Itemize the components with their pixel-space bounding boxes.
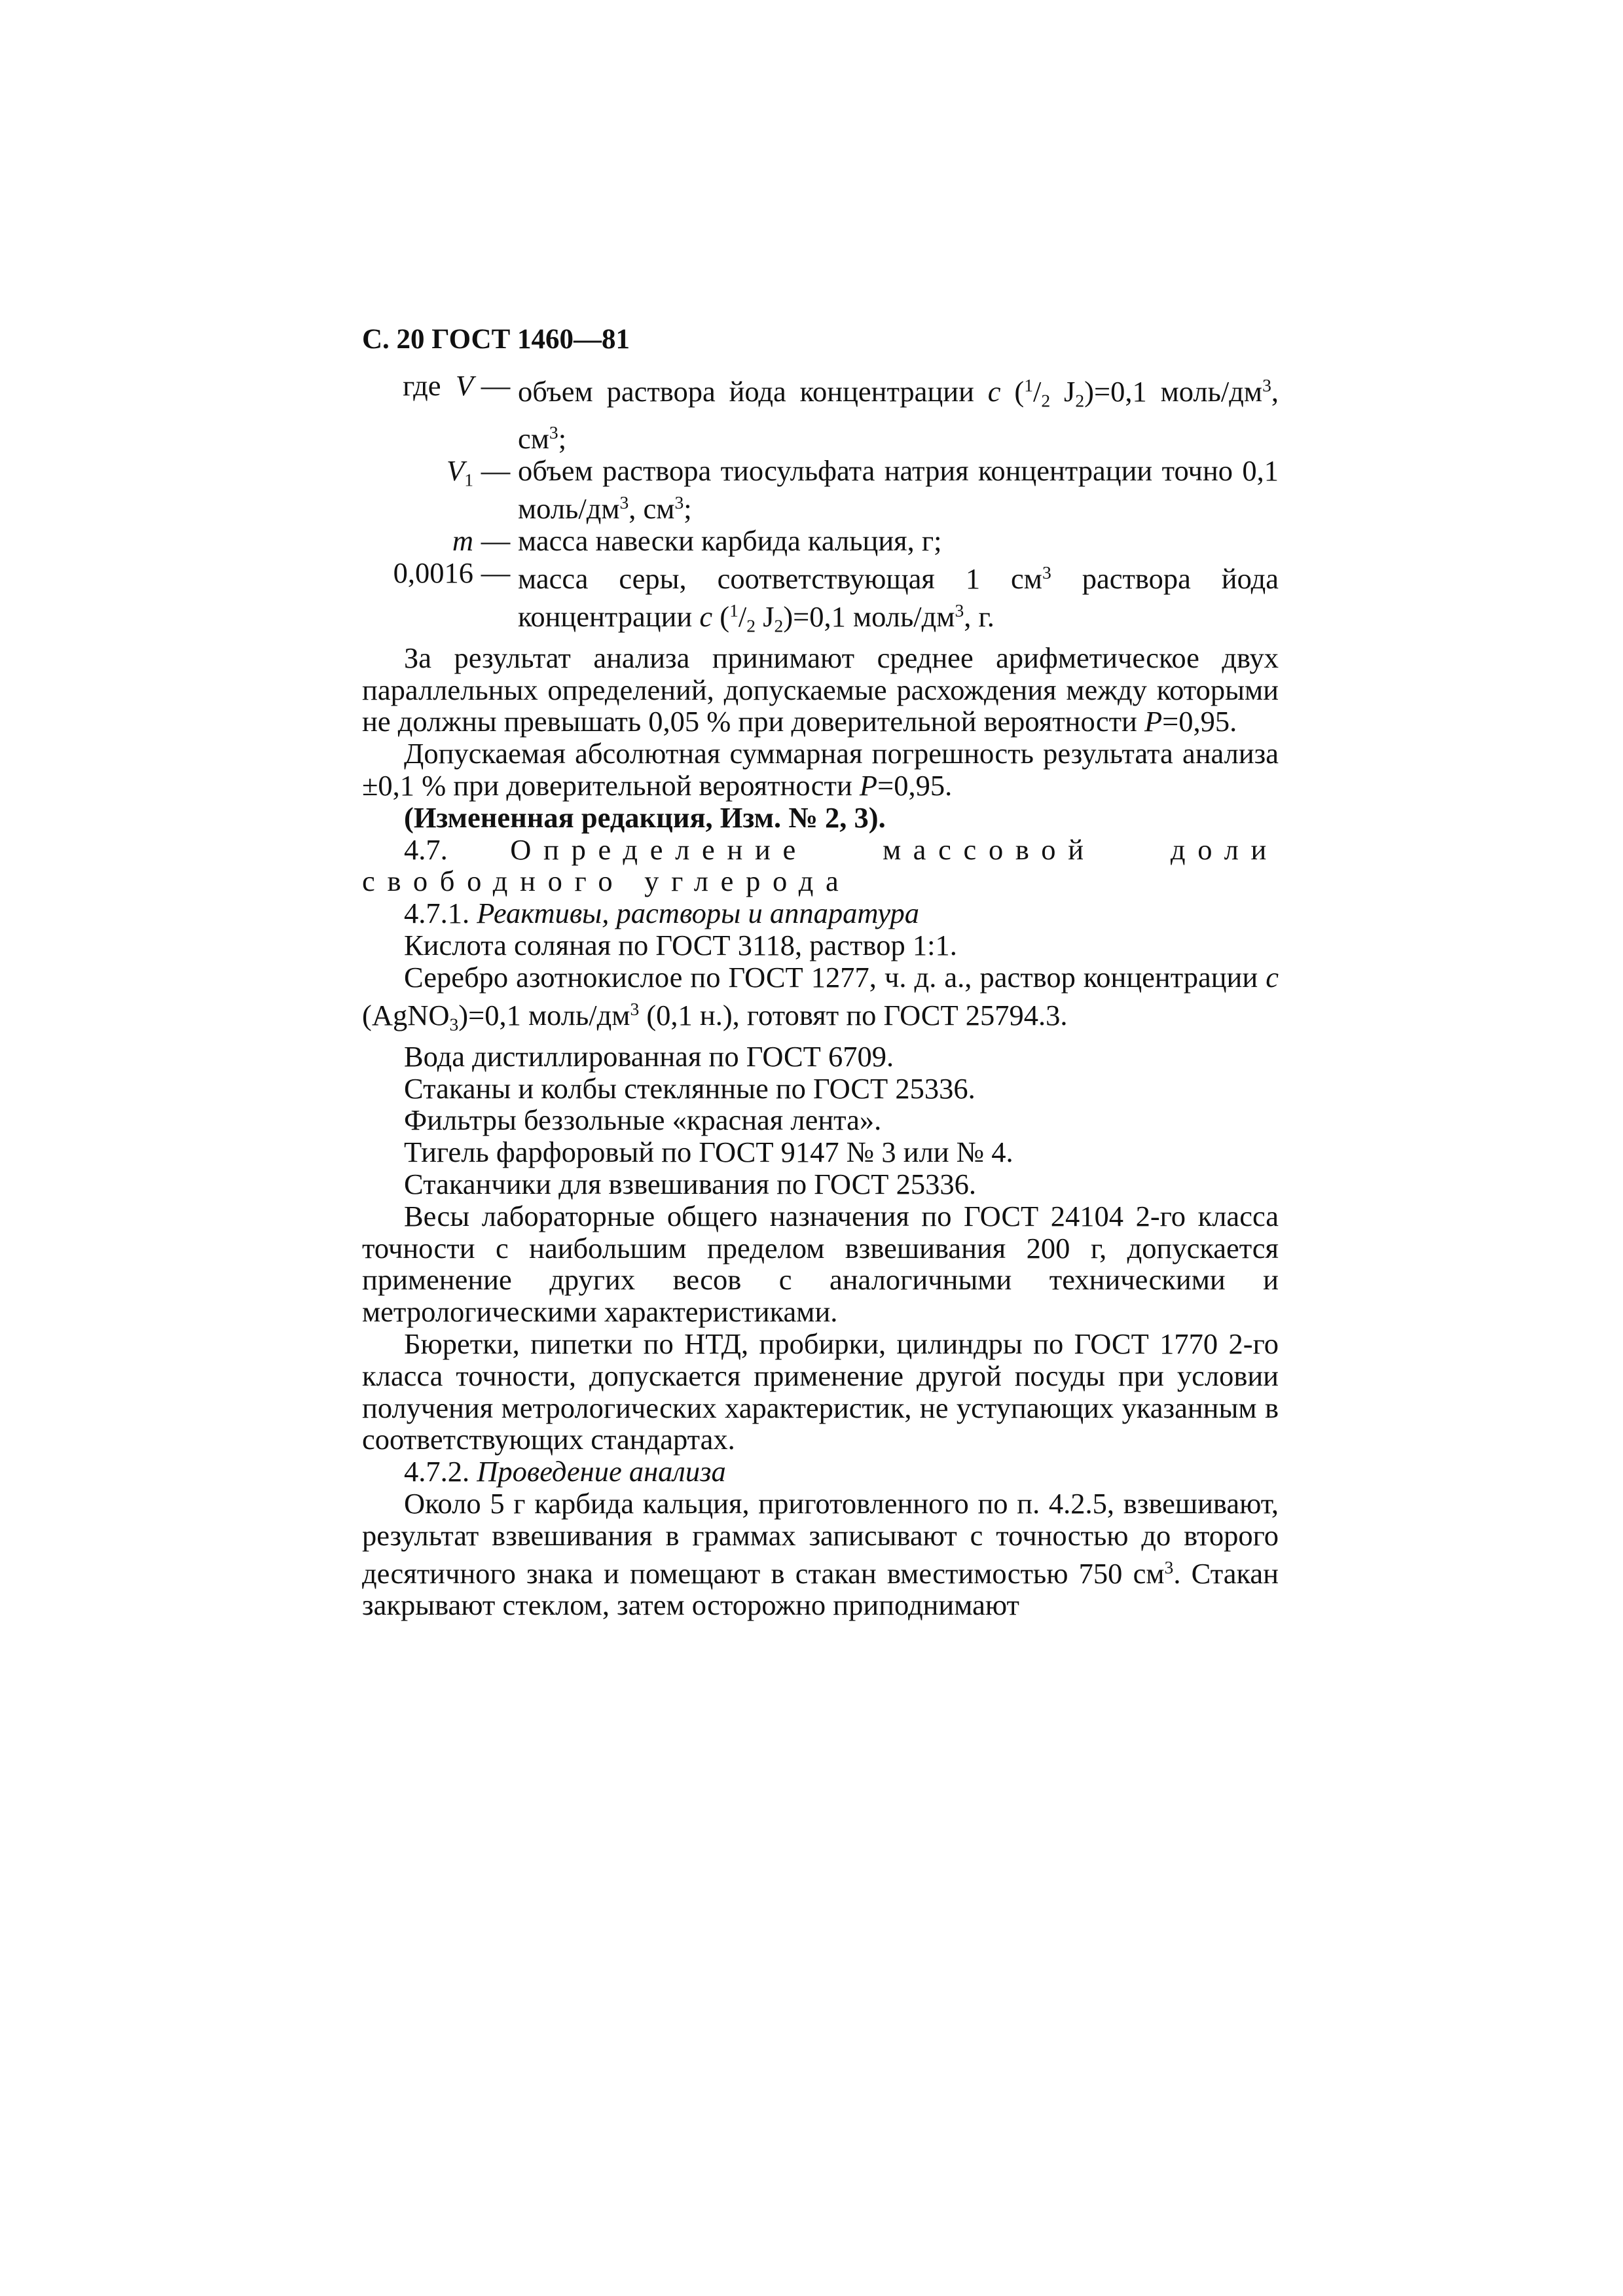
definition-item: [362, 525, 1279, 557]
definition-symbol: m: [452, 524, 473, 557]
definition-text: объем раствора тиосульфата натрия концентрации точно 0,1 моль/$дм^3$, $см^3$;: [518, 454, 1279, 525]
definition-text: масса навески карбида кальция, г;: [518, 524, 942, 557]
definition-item: [362, 557, 1279, 642]
definitions-list: [362, 370, 1279, 642]
amendment-note: (Измененная редакция, Изм. № 2, 3).: [404, 800, 886, 834]
definition-symbol: [362, 370, 473, 455]
procedure-paragraph: Около 5 г карбида кальция, приготовленного по п. 4.2.5, взвешивают, результат взвешивания в граммах записывают с точностью до второго десятичного знака и помещают в стакан вместимостью 750 $см^3$. Стакан закрывают стеклом, затем осторожно приподнимают: [362, 1486, 1279, 1622]
symbol-V: V: [455, 368, 473, 402]
section-4-7-2-heading: 4.7.2. Проведение анализа: [404, 1455, 726, 1488]
paragraph-result: За результат анализа принимают среднее арифметическое двух параллельных определений, допускаемые расхождения между которыми не должны превышать 0,05 % при доверительной вероятности Р=0,95.: [362, 641, 1279, 738]
document-page: [362, 324, 1279, 1621]
dash: —: [481, 556, 511, 589]
definition-item: [362, 455, 1279, 525]
definition-lead: где: [403, 368, 441, 402]
reagent-item: Бюретки, пипетки по НТД, пробирки, цилиндры по ГОСТ 1770 2-го класса точности, допускается применение другой посуды при условии получения метрологических характеристик, не уступающих указанным в соответствующих стандартах.: [362, 1327, 1279, 1456]
reagent-item: Вода дистиллированная по ГОСТ 6709.: [404, 1039, 894, 1073]
reagent-item: Фильтры беззольные «красная лента».: [404, 1103, 882, 1137]
reagent-item: Тигель фарфоровый по ГОСТ 9147 № 3 или № 4.: [404, 1136, 1013, 1169]
definition-item: [362, 370, 1279, 455]
dash: —: [481, 454, 511, 487]
definition-text: масса серы, соответствующая 1 $см^3$ раствора йода концентрации с ($^1/_2$ $J_2)=0,1$ моль/$дм^3$, г.: [518, 562, 1279, 636]
dash: —: [481, 524, 511, 557]
page-header: С. 20 ГОСТ 1460—81: [362, 324, 630, 355]
definition-symbol: 0,0016: [393, 556, 473, 589]
reagent-item: Серебро азотнокислое по ГОСТ 1277, ч. д. а., раствор концентрации с (AgNO$_3$)=0,1 моль/$дм^3$ (0,1 н.), готовят по ГОСТ 25794.3.: [362, 960, 1279, 1034]
reagent-item: Стаканы и колбы стеклянные по ГОСТ 25336.: [404, 1071, 976, 1105]
reagent-item: Кислота соляная по ГОСТ 3118, раствор 1:1.: [404, 928, 957, 961]
definition-text: объем раствора йода концентрации с ($^1/_2$ $J_2)=0,1$ моль/$дм^3$, $см^3$;: [518, 374, 1279, 456]
dash: —: [481, 368, 511, 402]
reagent-item: Стаканчики для взвешивания по ГОСТ 25336.: [404, 1167, 976, 1200]
paragraph-error: Допускаемая абсолютная суммарная погрешность результата анализа ±0,1 % при доверительной вероятности Р=0,95.: [362, 737, 1279, 802]
section-4-7-1-heading: 4.7.1. Реактивы, растворы и аппаратура: [404, 897, 920, 930]
reagent-item: Весы лабораторные общего назначения по ГОСТ 24104 2-го класса точности с наибольшим пределом взвешивания 200 г, допускается применение других весов с аналогичными техническими и метрологическими характеристиками.: [362, 1199, 1279, 1329]
section-4-7-heading: 4.7. Определение массовой доли свободного углерода: [362, 833, 1279, 898]
definition-symbol: $V_1$: [447, 454, 473, 490]
